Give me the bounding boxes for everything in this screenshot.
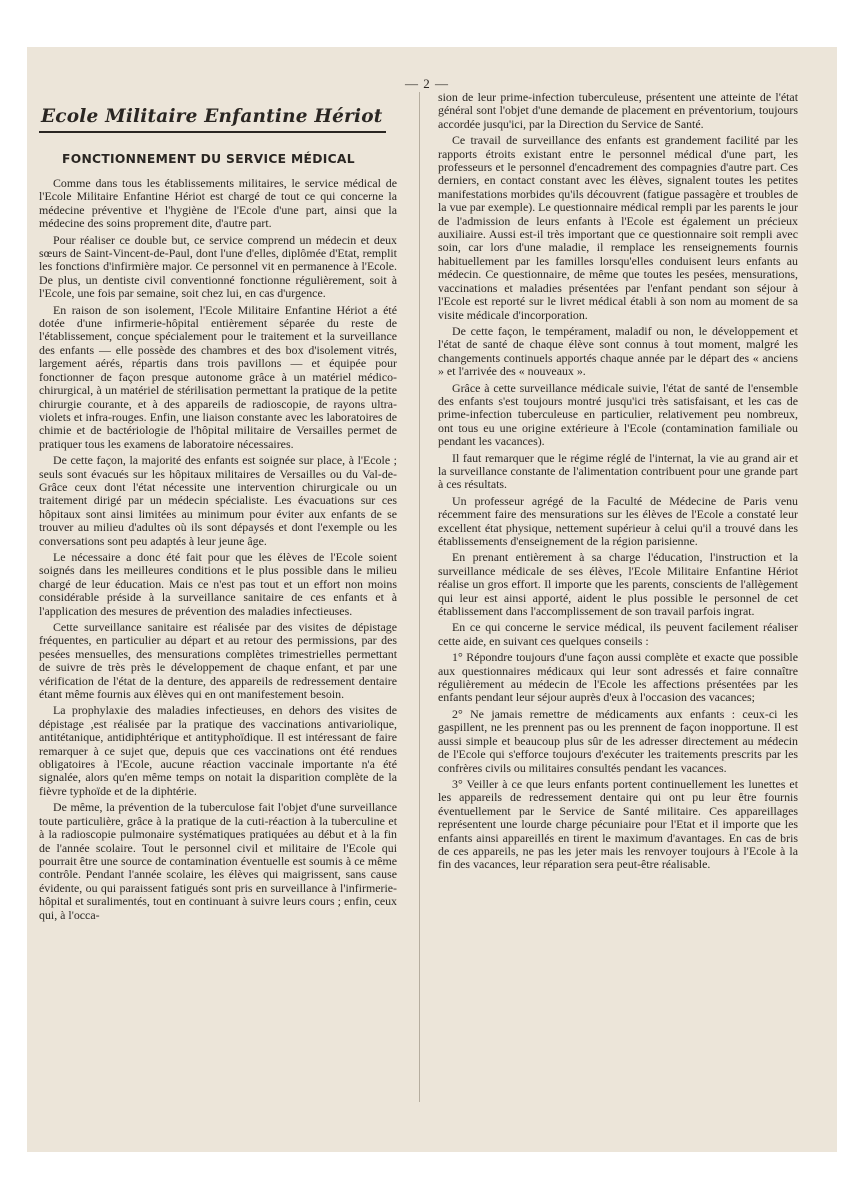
advice-item-2: 2° Ne jamais remettre de médicaments aux enfants : ceux-ci les gaspillent, ne les prennent pas ou les prennent de façon inopportune. Il est aussi simple et beaucoup plus sûr de les adresser directement au médecin de l'Ecole qui s'efforce toujours d'exécuter les traitements prescrits par les confrères civils ou militaires consultés pendant les vacances.	[438, 706, 798, 775]
paragraph: Grâce à cette surveillance médicale suivie, l'état de santé de l'ensemble des enfants s'est toujours montré jusqu'ici très satisfaisant, et les cas de prime-infection tuberculeuse en particulier, relativement peu nombreux, ont tous eu une origine extérieure à l'Ecole (contamination familiale ou pendant les vacances).	[438, 380, 798, 449]
paragraph: En prenant entièrement à sa charge l'éducation, l'instruction et la surveillance médicale de ses élèves, l'Ecole Militaire Enfantine Hériot réalise un gros effort. Il importe que les parents, conscients de l'allègement qui leur est ainsi apporté, aident le plus possible le personnel de cet établissement dans l'accomplissement de son travail parfois ingrat.	[438, 550, 798, 619]
right-column	[438, 91, 798, 875]
paragraph: De même, la prévention de la tuberculose fait l'objet d'une surveillance toute particulière, grâce à la pratique de la cuti-réaction à la tuberculine et à la radioscopie pulmonaire systématiques pratiquées au début et à la fin de l'année scolaire. Tout le personnel civil et militaire de l'Ecole qui pourrait être une source de contamination éventuelle est soumis à ce même contrôle. Pendant l'année scolaire, les élèves qui maigrissent, sans cause évidente, ou qui paraissent fatigués sont pris en surveillance à l'infirmerie-hôpital et suralimentés, tout en continuant à suivre leurs cours ; enfin, ceux qui, à l'occa-	[39, 800, 397, 922]
paragraph: De cette façon, la majorité des enfants est soignée sur place, à l'Ecole ; seuls sont évacués sur les hôpitaux militaires de Versailles ou du Val-de-Grâce ceux dont l'état nécessite une intervention chirurgicale ou un traitement dirigé par un médecin spécialiste. Les évacuations sur ces hôpitaux sont ainsi limitées au minimum pour éviter aux enfants de se trouver au milieu d'adultes où ils sont dépaysés et dont l'exemple ou les conversations sont peu adaptés à leur jeune âge.	[39, 453, 397, 548]
paragraph: Le nécessaire a donc été fait pour que les élèves de l'Ecole soient soignés dans les meilleures conditions et le plus possible dans le milieu chargé de leur éducation. Mais ce n'est pas tout et un effort non moins considérable préside à la surveillance sanitaire de ces enfants et à l'application des mesures de prévention des maladies infectieuses.	[39, 549, 397, 618]
section-heading: FONCTIONNEMENT DU SERVICE MÉDICAL	[62, 152, 355, 166]
paragraph: Un professeur agrégé de la Faculté de Médecine de Paris venu récemment faire des mensurations sur les élèves de l'Ecole a constaté leur excellent état physique, nettement supérieur à celui qu'il a trouvé dans les établissements d'enseignement de la région parisienne.	[438, 493, 798, 548]
paragraph: sion de leur prime-infection tuberculeuse, présentent une atteinte de l'état général sont l'objet d'une demande de placement en préventorium, toujours accordée jusqu'ici, par la Direction du Service de Santé.	[438, 90, 798, 131]
page-title: Ecole Militaire Enfantine Hériot	[41, 106, 383, 127]
advice-item-3: 3° Veiller à ce que leurs enfants portent continuellement les lunettes et les appareils de redressement dentaire qui ont pu leur être fournis éventuellement par le Service de Santé militaire. Ces appareillages représentent une lourde charge pécuniaire pour l'Etat et il importe que les enfants ainsi appareillés en tirent le maximum d'avantages. En cas de bris de ces appareils, ne pas les jeter mais les renvoyer toujours à l'Ecole à la fin des vacances, leur réparation sera peut-être réalisable.	[438, 776, 798, 872]
paragraph: De cette façon, le tempérament, maladif ou non, le développement et l'état de santé de chaque élève sont connus à tout moment, malgré les changements continuels apportés chaque année par le départ des « anciens » et l'arrivée des « nouveaux ».	[438, 323, 798, 379]
paragraph: Ce travail de surveillance des enfants est grandement facilité par les rapports étroits existant entre le personnel médical d'une part, les professeurs et le personnel d'encadrement des compagnies d'autre part. Ces derniers, en contact constant avec les élèves, signalent toutes les petites manifestations morbides qu'ils découvrent (fatigue passagère et troubles de la vue par exemple). Le questionnaire médical rempli par les parents le jour de l'admission de leurs enfants à l'Ecole est également un précieux auxiliaire. Aussi est-il très important que ce questionnaire soit rempli avec soin, car lors d'une maladie, il remplace les renseignements fournis habituellement par les familles lorsqu'elles conduisent leurs enfants au médecin. Ce questionnaire, de même que toutes les pesées, mensurations, vaccinations et maladies présentées par l'enfant pendant son séjour à l'Ecole est reporté sur le livret médical établi à son nom au moment de sa visite médicale d'incorporation.	[438, 133, 798, 322]
page-number: — 2 —	[405, 76, 449, 91]
column-divider	[419, 92, 420, 1102]
advice-item-1: 1° Répondre toujours d'une façon aussi complète et exacte que possible aux questionnaires médicaux qui leur sont adressés et faire connaître régulièrement au médecin de l'Ecole les affections présentées par les enfants pendant leur séjour auprès d'eux à l'occasion des vacances;	[438, 650, 798, 705]
title-underline	[39, 131, 386, 133]
paragraph: Comme dans tous les établissements militaires, le service médical de l'Ecole Militaire Enfantine Hériot est chargé de tout ce qui concerne la médecine préventive et l'hygiène de l'Ecole d'une part, ainsi que la médecine des soins proprement dite, d'autre part.	[39, 176, 397, 231]
paragraph: En raison de son isolement, l'Ecole Militaire Enfantine Hériot a été dotée d'une infirmerie-hôpital entièrement séparée du reste de l'établissement, conçue spécialement pour le traitement et la surveillance des enfants — elle possède des chambres et des box d'isolement vitrés, largement aérés, répartis dans trois pavillons — et équipée pour fonctionner de façon presque autonome grâce à un matériel médico-chirurgical, à un matériel de stérilisation permettant la pratique de la petite chirurgie courante, et à des appareils de radioscopie, de rayons ultra-violets et infra-rouges. Enfin, une liaison constante avec les laboratoires de chimie et de bactériologie de l'hôpital militaire de Versailles permet de pratiquer tous les examens de laboratoire nécessaires.	[39, 302, 397, 451]
left-column	[39, 177, 397, 925]
paragraph: En ce qui concerne le service médical, ils peuvent facilement réaliser cette aide, en suivant ces quelques conseils :	[438, 620, 798, 648]
paragraph: Pour réaliser ce double but, ce service comprend un médecin et deux sœurs de Saint-Vincent-de-Paul, dont l'une d'elles, diplômée d'Etat, remplit les fonctions d'infirmière major. Ce personnel vit en permanence à l'Ecole. De plus, un dentiste civil conventionné fonctionne régulièrement, soit à l'Ecole, une fois par semaine, soit chez lui, en cas d'urgence.	[39, 232, 397, 301]
paragraph: La prophylaxie des maladies infectieuses, en dehors des visites de dépistage ,est réalisée par la pratique des vaccinations antivariolique, antitétanique, antidiphtérique et antityphoïdique. Il est intéressant de faire remarquer à ce sujet que, depuis que ces vaccinations ont été rendues obligatoires à l'Ecole, aucune réaction vaccinale importante n'a été signalée, alors qu'en même temps on notait la disparition complète de la fièvre typhoïde et de la diphtérie.	[39, 703, 397, 798]
paragraph: Il faut remarquer que le régime réglé de l'internat, la vie au grand air et la surveillance constante de l'alimentation contribuent pour une grande part à ces résultats.	[438, 450, 798, 492]
paragraph: Cette surveillance sanitaire est réalisée par des visites de dépistage fréquentes, en particulier au départ et au retour des permissions, par des pesées mensuelles, des mensurations complètes trimestrielles permettant de suivre de très près le développement de chaque enfant, et par une vérification de l'état de la denture, des appareils de redressement dentaire étant même fournis aux élèves qui en ont manifestement besoin.	[39, 620, 397, 702]
